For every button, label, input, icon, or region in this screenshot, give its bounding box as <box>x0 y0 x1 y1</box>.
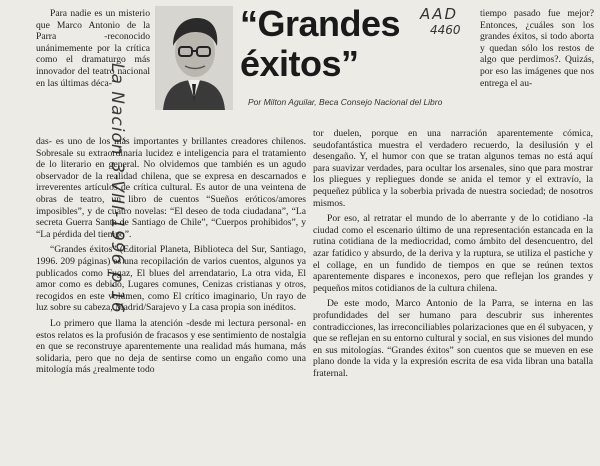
archive-number: 4460 <box>430 23 461 37</box>
article-title-line-2: éxitos” <box>240 43 359 84</box>
author-photo <box>155 6 233 110</box>
article-byline: Por Milton Aguilar, Beca Consejo Nacional del Libro <box>248 97 443 107</box>
paragraph: “Grandes éxitos” (Editorial Planeta, Biblioteca del Sur, Santiago, 1996. 209 páginas) es una recopilación de varios cuentos, algunos ya publicados como Fugaz, El blues del arrendatario, La otra vida, El amor como es debido, Lugares comunes, Cenizas cristianas y otros, recogidos en este volumen, como El crítico imaginario, Un rayo de luz sobre su cabeza, Madrid/Sarajevo y La casa propia son inéditos. <box>36 244 306 314</box>
paragraph: Para nadie es un misterio que Marco Antonio de la Parra -reconocido unánimemente por la crítica como el dramaturgo más innovador del teatro nacional en las últimas déca- <box>36 8 150 89</box>
column-left <box>36 136 306 376</box>
paragraph: tiempo pasado fue mejor? Entonces, ¿cuáles son los grandes éxitos, si todo aborta y quedan sólo los restos de algo que perdimos?. Quizás, por eso las imágenes que nos entrega el au- <box>480 8 594 89</box>
paragraph: Lo primero que llama la atención -desde mi lectura personal- en estos relatos es la profusión de fracasos y ese sentimiento de nostalgia en que se reconstruye aparentemente una realidad más humana, más solidaria, pero que no deja de sentirse como un engaño como una mitología más ¿realmente todo <box>36 317 306 376</box>
column-left-top <box>36 8 150 89</box>
handwritten-source-note: La Nación 3-VIII-1996 p.16 <box>107 63 127 314</box>
article-title-line-1: “Grandes <box>240 3 401 44</box>
paragraph: tor duelen, porque en una narración aparentemente cómica, seudofantástica muestra el verdadero recuerdo, la desilusión y el desengaño. Y, el humor con que se tratan algunos temas no está aquí para suavizar verdades, para ocultar los arsenales, sino que para mostrar los pliegues y repliegues donde se anida el temor y el extravío, la pequeñez pública y la soberbia privada de nuestra sociedad; de nosotros mismos. <box>313 128 593 209</box>
author-portrait-icon <box>155 6 233 110</box>
article-title <box>240 4 430 84</box>
paragraph: Por eso, al retratar el mundo de lo aberrante y de lo cotidiano -la ciudad como el escenario último de una representación estancada en la rutina cotidiana de la mediocridad, como ámbito del desencuentro, del azar fatídico y absurdo, de la deriva y la ruptura, se utiliza el pastiche y el collage, en un fundido de tiempos en que se reúnen textos aparentemente dispares e inconexos, pero que reflejan los grandes y pequeños mitos cotidianos de la cultura chilena. <box>313 213 593 294</box>
archive-code: AAD <box>420 5 459 23</box>
column-right <box>313 128 593 379</box>
column-right-top <box>480 8 594 89</box>
paragraph: das- es uno de los más importantes y brillantes creadores chilenos. Sobresale su extraordinaria lucidez e inteligencia para el tratamiento de lo literario en general. No olvidemos que también es un agudo observador de la realidad chilena, que se expresa en descarnados e irreverentes artículos de crítica cultural. Es autor de una veintena de obras de teatro, un libro de cuentos “Sueños eróticos/amores imposibles”, y de cuatro novelas: “El deseo de toda ciudadana”, “La secreta Guerra Santa de Santiago de Chile”, “Cuerpos prohibidos”, y “La pérdida del tiempo”. <box>36 136 306 240</box>
paragraph: De este modo, Marco Antonio de la Parra, se interna en las profundidades del ser humano para descubrir sus inherentes contradicciones, las irreconciliables polarizaciones que en él subyacen, y que se reflejan en su entorno cultural y social, en sus visiones del mundo en sus mitologías. “Grandes éxitos” son cuentos que se mueven en ese plano donde la vida y la expresión escrita de esa vida libran una batalla fraternal. <box>313 298 593 379</box>
